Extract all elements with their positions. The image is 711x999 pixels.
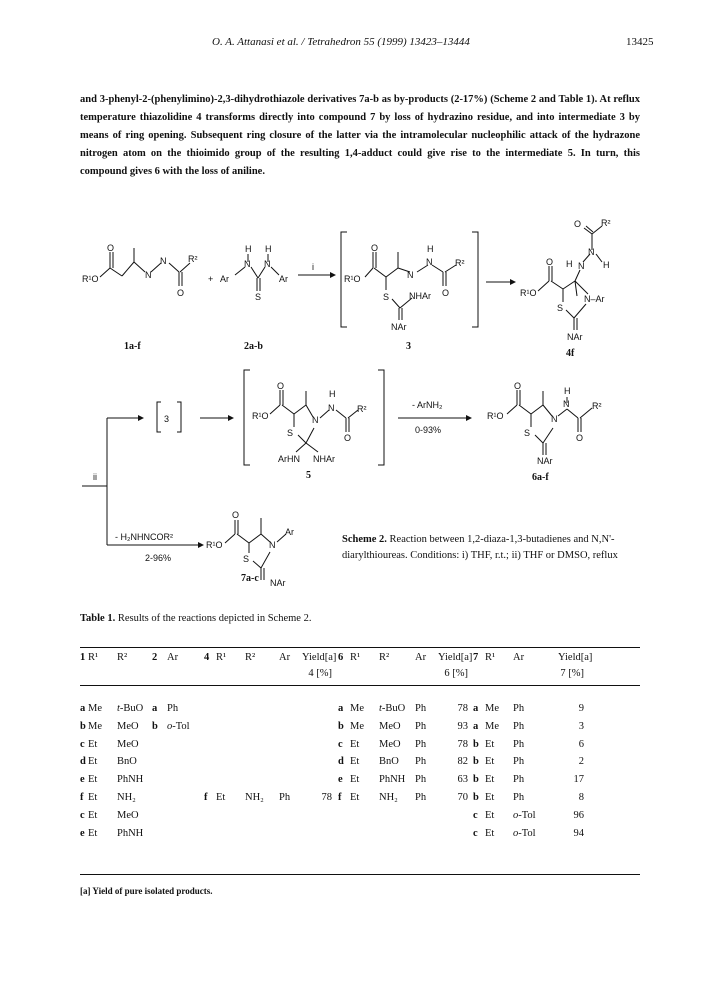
- table-cell: PhNH: [379, 774, 406, 786]
- table-cell: Et: [216, 792, 226, 803]
- atom-h: H: [427, 244, 434, 254]
- table-cell: b: [152, 720, 158, 732]
- table-cell: c: [473, 827, 478, 839]
- atom-o: O: [574, 219, 582, 229]
- table-cell: MeO: [379, 720, 401, 732]
- atom-o: O: [177, 288, 185, 298]
- table-cell: a: [473, 703, 479, 714]
- atom-h: H: [564, 386, 571, 396]
- table-cell: a: [473, 720, 479, 732]
- table-title-text: Results of the reactions depicted in Scheme 2.: [115, 613, 312, 624]
- atom-n: N: [269, 540, 276, 550]
- branch-ii: [82, 415, 204, 563]
- table-cell: d: [80, 756, 86, 768]
- table-cell: MeO: [117, 720, 139, 732]
- atom-h: H: [603, 260, 610, 270]
- table-header-cell: R²: [245, 652, 256, 663]
- table-cell: Et: [88, 738, 98, 750]
- table-cell: Et: [485, 756, 495, 768]
- atom-o: O: [576, 433, 584, 443]
- table-cell: o-Tol: [513, 809, 536, 821]
- compound-4f: [520, 218, 611, 359]
- table-cell: b: [473, 738, 479, 750]
- table-cell: Ph: [279, 792, 291, 803]
- atom-s: S: [243, 554, 250, 564]
- table-title: [80, 613, 311, 624]
- table-cell: Et: [88, 756, 98, 768]
- label-2a-b: 2a-b: [244, 341, 263, 352]
- arrow-to-6: [398, 400, 472, 435]
- table-label: Table 1.: [80, 613, 116, 624]
- table-cell: NH₂: [379, 792, 398, 803]
- table-cell: Me: [485, 703, 499, 714]
- atom-ar: Ar: [220, 274, 229, 284]
- table-header-rule: [80, 685, 640, 686]
- atom-nar: NAr: [537, 456, 553, 466]
- atom-r1o: R¹O: [344, 274, 361, 284]
- atom-n: N: [578, 261, 585, 271]
- table-subheader-cell: 4 [%]: [308, 668, 332, 679]
- table-cell: 17: [573, 774, 584, 786]
- bracket-3: [157, 402, 234, 432]
- atom-n: N: [426, 257, 433, 267]
- atom-o: O: [232, 510, 240, 520]
- atom-ar: Ar: [285, 527, 294, 537]
- atom-ar: Ar: [279, 274, 288, 284]
- table-cell: f: [204, 792, 208, 803]
- table-cell: BnO: [379, 756, 399, 768]
- atom-o: O: [344, 433, 352, 443]
- table-cell: 3: [578, 720, 584, 732]
- atom-nar: NAr: [391, 322, 407, 332]
- compound-6a-f: [487, 381, 602, 483]
- table-cell: Et: [88, 827, 98, 839]
- compound-7a-c: [206, 510, 294, 588]
- table-header-cell: 2: [152, 652, 158, 663]
- table-cell: Ph: [415, 774, 427, 786]
- table-subheader-cell: 6 [%]: [444, 668, 468, 679]
- table-cell: Ph: [415, 738, 427, 750]
- table-header-cell: 4: [204, 652, 210, 663]
- table-cell: e: [338, 774, 343, 786]
- table-cell: e: [80, 827, 85, 839]
- table-cell: 94: [573, 827, 584, 839]
- table-cell: 9: [578, 703, 584, 714]
- byproduct-loss: - H₂NHNCOR²: [115, 532, 173, 542]
- table-header-cell: 7: [473, 652, 479, 663]
- atom-s: S: [557, 303, 564, 313]
- atom-n: N: [160, 256, 167, 266]
- table-header-cell: Ar: [279, 652, 291, 663]
- table-cell: Ph: [513, 720, 525, 732]
- table-cell: Ph: [167, 703, 179, 714]
- yield-0-93: 0-93%: [415, 425, 442, 435]
- table-cell: Et: [88, 809, 98, 821]
- intermediate-5: [244, 370, 384, 481]
- atom-nar: NAr: [270, 578, 286, 588]
- table-cell: Et: [88, 774, 98, 786]
- table-cell: e: [80, 774, 85, 786]
- table-cell: b: [80, 720, 86, 732]
- table-header-cell: Ar: [513, 652, 525, 663]
- table-cell: c: [338, 738, 343, 750]
- table-cell: PhNH: [117, 827, 144, 839]
- table-cell: 78: [321, 792, 332, 803]
- arrow-i: [298, 262, 336, 278]
- table-header-cell: R¹: [88, 652, 99, 663]
- table-cell: NH₂: [117, 792, 136, 803]
- table-cell: Ph: [513, 756, 525, 768]
- table-cell: 2: [578, 756, 584, 768]
- atom-n: N: [563, 399, 570, 409]
- table-header-cell: 6: [338, 652, 344, 663]
- table-bottom-rule: [80, 874, 640, 875]
- table-cell: NH₂: [245, 792, 264, 803]
- table-cell: b: [473, 792, 479, 803]
- table-cell: Et: [485, 792, 495, 803]
- table-cell: Et: [350, 792, 360, 803]
- table-top-rule: [80, 647, 640, 648]
- table-cell: 78: [457, 738, 468, 750]
- table-header-cell: R²: [117, 652, 128, 663]
- atom-r1o: R¹O: [487, 411, 504, 421]
- atom-r2: R²: [592, 401, 602, 411]
- atom-nhar: NHAr: [409, 291, 431, 301]
- table-cell: f: [338, 792, 342, 803]
- caption-label: Scheme 2.: [342, 534, 387, 545]
- table-subheader-cell: 7 [%]: [560, 668, 584, 679]
- atom-r1o: R¹O: [520, 288, 537, 298]
- arrow-ii-label: ii: [93, 472, 97, 482]
- table-header-cell: Yield[a]: [558, 652, 593, 663]
- table-header-cell: Ar: [415, 652, 427, 663]
- table-cell: a: [152, 703, 158, 714]
- atom-n: N: [312, 415, 319, 425]
- table-header-cell: R²: [379, 652, 390, 663]
- caption-text: Reaction between 1,2-diaza-1,3-butadienes and N,N'-diarylthioureas. Conditions: i) THF, r.t.; ii) THF or DMSO, reflux: [342, 534, 618, 561]
- atom-o: O: [442, 288, 450, 298]
- table-header-cell: Yield[a]: [302, 652, 337, 663]
- journal-citation: O. A. Attanasi et al. / Tetrahedron 55 (1999) 13423–13444: [212, 36, 470, 48]
- compound-1a-f: [82, 243, 198, 352]
- table-cell: MeO: [379, 738, 401, 750]
- atom-arhn: ArHN: [278, 454, 300, 464]
- atom-r2: R²: [357, 404, 367, 414]
- table-cell: Ph: [513, 703, 525, 714]
- atom-r1o: R¹O: [206, 540, 223, 550]
- table-cell: MeO: [117, 809, 139, 821]
- atom-s: S: [383, 292, 390, 302]
- atom-o: O: [277, 381, 285, 391]
- table-cell: 6: [578, 738, 584, 750]
- table-cell: t-BuO: [379, 703, 406, 714]
- plus-sign: +: [208, 274, 214, 284]
- atom-n: N: [244, 259, 251, 269]
- compound-2a-b: [220, 244, 288, 352]
- table-cell: BnO: [117, 756, 137, 768]
- table-cell: Et: [350, 738, 360, 750]
- table-cell: c: [473, 809, 478, 821]
- table-cell: Ph: [415, 720, 427, 732]
- loss-arnh2: - ArNH₂: [412, 400, 443, 410]
- atom-o: O: [371, 243, 379, 253]
- atom-o: O: [546, 257, 554, 267]
- table-header-cell: R¹: [485, 652, 496, 663]
- table-cell: Ph: [415, 792, 427, 803]
- table-cell: Ph: [513, 738, 525, 750]
- table-cell: Et: [485, 809, 495, 821]
- table-cell: Et: [88, 792, 98, 803]
- label-6a-f: 6a-f: [532, 472, 549, 483]
- atom-n: N: [588, 247, 595, 257]
- table-cell: 63: [457, 774, 468, 786]
- label-3: 3: [406, 341, 411, 352]
- table-header-cell: 1: [80, 652, 86, 663]
- table-cell: b: [473, 756, 479, 768]
- atom-r1o: R¹O: [82, 274, 99, 284]
- table-cell: Ph: [513, 792, 525, 803]
- table-cell: t-BuO: [117, 703, 144, 714]
- atom-r2: R²: [455, 258, 465, 268]
- table-cell: PhNH: [117, 774, 144, 786]
- table-cell: o-Tol: [167, 720, 190, 732]
- atom-h: H: [566, 259, 573, 269]
- table-header-cell: R¹: [350, 652, 361, 663]
- atom-r2: R²: [601, 218, 611, 228]
- atom-r1o: R¹O: [252, 411, 269, 421]
- table-cell: MeO: [117, 738, 139, 750]
- table-cell: 93: [457, 720, 468, 732]
- table-cell: b: [473, 774, 479, 786]
- atom-n: N: [328, 403, 335, 413]
- arrow-head: [510, 279, 516, 285]
- table-cell: 8: [578, 792, 584, 803]
- atom-nar: NAr: [567, 332, 583, 342]
- table-cell: Me: [350, 720, 364, 732]
- table-cell: 82: [457, 756, 468, 768]
- atom-n-ar: N–Ar: [584, 294, 605, 304]
- page-number: 13425: [626, 36, 654, 48]
- table-cell: Et: [485, 738, 495, 750]
- table-cell: c: [80, 809, 85, 821]
- atom-s: S: [255, 292, 262, 302]
- intermediate-3: [341, 232, 478, 352]
- table-header-cell: Ar: [167, 652, 179, 663]
- atom-o: O: [514, 381, 522, 391]
- table-cell: Ph: [415, 703, 427, 714]
- table-cell: f: [80, 792, 84, 803]
- yield-2-96: 2-96%: [145, 553, 172, 563]
- atom-n: N: [551, 414, 558, 424]
- atom-n: N: [264, 259, 271, 269]
- table-cell: 78: [457, 703, 468, 714]
- atom-n: N: [407, 270, 414, 280]
- table-cell: Et: [485, 827, 495, 839]
- label-4f: 4f: [566, 348, 575, 359]
- table-cell: a: [338, 703, 344, 714]
- label-7a-c: 7a-c: [241, 573, 259, 584]
- atom-h: H: [245, 244, 252, 254]
- table-header-cell: Yield[a]: [438, 652, 473, 663]
- table-cell: o-Tol: [513, 827, 536, 839]
- table-cell: Et: [350, 774, 360, 786]
- table-cell: Me: [88, 720, 102, 732]
- atom-nhar: NHAr: [313, 454, 335, 464]
- bracket-3-label: 3: [164, 414, 170, 424]
- atom-s: S: [287, 428, 294, 438]
- table-cell: 96: [573, 809, 584, 821]
- table-cell: Et: [350, 756, 360, 768]
- arrow-i-label: i: [312, 262, 314, 272]
- atom-r2: R²: [188, 254, 198, 264]
- scheme-caption: [342, 532, 642, 564]
- intro-text: and 3-phenyl-2-(phenylimino)-2,3-dihydrothiazole derivatives 7a-b as by-products (2-17%) (Scheme 2 and Table 1). At reflux temperature thiazolidine 4 transforms directly into compound 7 by loss of hydrazino residue, and into intermediate 3 by means of ring opening. Subsequent ring closure of the latter via the intramolecular nucleophilic attack of the hydrazone nitrogen atom on the thioimido group of the resulting 1,4-adduct could give rise to the intermediate 5. In turn, this compound gives 6 with the loss of aniline.: [80, 94, 640, 177]
- table-cell: Et: [485, 774, 495, 786]
- table-cell: Me: [88, 703, 102, 714]
- table-cell: 70: [457, 792, 468, 803]
- atom-s: S: [524, 428, 531, 438]
- table-cell: Me: [485, 720, 499, 732]
- table-cell: Ph: [415, 756, 427, 768]
- label-1a-f: 1a-f: [124, 341, 141, 352]
- table-cell: Ph: [513, 774, 525, 786]
- atom-n: N: [145, 270, 152, 280]
- table-cell: Me: [350, 703, 364, 714]
- table-header-cell: R¹: [216, 652, 227, 663]
- table-cell: b: [338, 720, 344, 732]
- table-cell: a: [80, 703, 86, 714]
- atom-o: O: [107, 243, 115, 253]
- atom-h: H: [265, 244, 272, 254]
- table-cell: d: [338, 756, 344, 768]
- label-5: 5: [306, 470, 311, 481]
- table-cell: c: [80, 738, 85, 750]
- table-footnote: [a] Yield of pure isolated products.: [80, 886, 213, 896]
- atom-h: H: [329, 389, 336, 399]
